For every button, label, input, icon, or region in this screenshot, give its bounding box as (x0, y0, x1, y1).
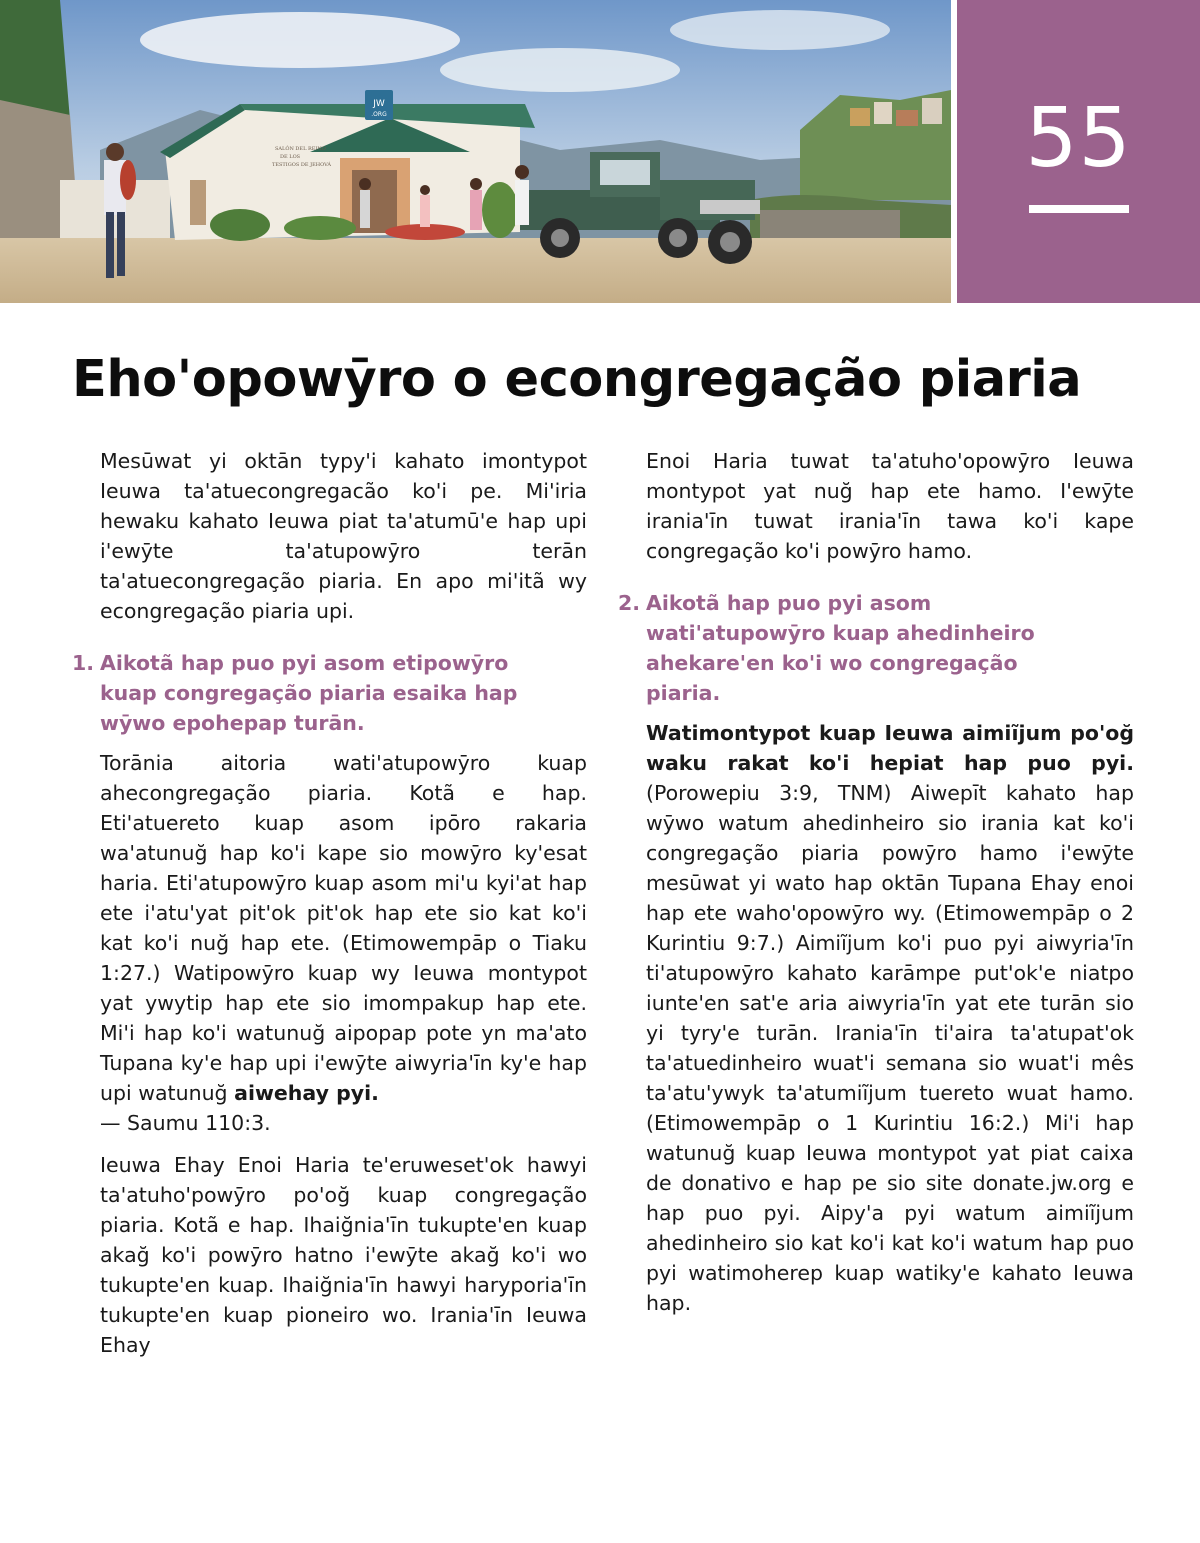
svg-text:.ORG: .ORG (371, 111, 387, 118)
section-2-text: (Porowepiu 3:9, TNM) Aiwepīt kahato hap wȳwo watum ahedinheiro sio irania kat ko'i congregação piaria powȳro hamo i'ewȳte mesūwat yi wato hap oktān Tupana Ehay enoi hap ete waho'opowȳro wy. (Etimowempāp o 2 Kurintiu 9:7.) Aimiĩjum ko'i puo pyi aiwyria'īn ti'atupowȳro kahato karāmpe put'ok'e niatpo iunte'en sat'e aria aiwyria'īn yat ete turān sio yi tyry'e turān. Irania'īn ti'aira ta'atupat'ok ta'atuedinheiro wuat'i semana sio wuat'i mês ta'atu'ywyk ta'atumiĩjum tuereto wuat hamo. (Etimowempāp o 1 Kurintiu 16:2.) Mi'i hap watunuğ kuap Ieuwa montypot yat piat caixa de donativo e hap pe sio site donate.jw.org e hap puo pyi. Aipy'a pyi watum aimiĩjum ahedinheiro sio kat ko'i kat ko'i watum hap puo pyi watimoherep kuap watiky'e kahato Ieuwa hap. (646, 781, 1134, 1315)
svg-text:DE LOS: DE LOS (280, 154, 301, 160)
kingdom-hall-illustration (0, 0, 951, 303)
svg-text:SALÓN DEL REINO: SALÓN DEL REINO (275, 146, 326, 152)
left-column (72, 446, 587, 1376)
hero-image (0, 0, 951, 303)
section-2-question-text: Aikotã hap puo pyi asom wati'atupowȳro kuap ahedinheiro ahekare'en ko'i wo congregação piaria. (646, 591, 1035, 705)
scripture-reference: — Saumu 110:3. (100, 1111, 271, 1135)
section-1-question (72, 648, 587, 738)
section-1-number: 1. (72, 651, 95, 675)
hall-sign-text: JW (373, 99, 385, 109)
section-2-lead: Watimontypot kuap Ieuwa aimiĩjum po'oğ waku rakat ko'i hepiat hap puo pyi. (646, 721, 1134, 775)
intro-paragraph: Mesūwat yi oktān typy'i kahato imontypot Ieuwa ta'atuecongregacão ko'i pe. Mi'iria hewaku kahato Ieuwa piat ta'atumū'e hap upi i'ewȳte ta'atupowȳro terān ta'atuecongregação piaria. En apo mi'itã wy econgregação piaria upi. (100, 449, 587, 623)
section-1-paragraph-2-continued: Enoi Haria tuwat ta'atuho'opowȳro Ieuwa montypot yat nuğ hap ete hamo. I'ewȳte irania'īn tuwat irania'īn tawa ko'i kape congregação ko'i powȳro hamo. (646, 449, 1134, 563)
section-1-paragraph-1-bold: aiwehay pyi. (234, 1081, 379, 1105)
section-1-paragraph-1 (100, 748, 587, 1138)
section-2-question (618, 588, 1134, 708)
section-2-number: 2. (618, 591, 641, 615)
section-1-paragraph-2: Ieuwa Ehay Enoi Haria te'eruweset'ok hawyi ta'atuho'powȳro po'oğ kuap congregação piaria. Kotã e hap. Ihaiğnia'īn tukupte'en kuap akağ ko'i powȳro hatno i'ewȳte akağ ko'i wo tukupte'en kuap. Ihaiğnia'īn hawyi haryporia'īn tukupte'en kuap pioneiro wo. Irania'īn Ieuwa Ehay (100, 1153, 587, 1357)
right-column (618, 446, 1134, 1334)
section-2-paragraph (646, 718, 1134, 1318)
section-1-paragraph-1-text: Torānia aitoria wati'atupowȳro kuap ahecongregação piaria. Kotã e hap. Eti'atuereto kuap asom ipōro rakaria wa'atunuğ hap ko'i kape sio mowȳro ky'esat haria. Eti'atupowȳro kuap asom mi'u kyi'at hap ete i'atu'yat pit'ok pit'ok hap ete sio kat ko'i kat ko'i nuğ hap ete. (Etimowempāp o Tiaku 1:27.) Watipowȳro kuap wy Ieuwa montypot yat ywytip hap ete sio imompakup hap ete. Mi'i hap ko'i watunuğ aipopap pote yn ma'ato Tupana ky'e hap upi i'ewȳte aiwyria'īn ky'e hap upi watunuğ (100, 751, 587, 1105)
chapter-underline (1029, 205, 1129, 213)
chapter-number: 55 (1025, 91, 1132, 186)
svg-text:TESTIGOS DE JEHOVÁ: TESTIGOS DE JEHOVÁ (272, 162, 331, 168)
page-title: Eho'opowȳro o econgregação piaria (72, 350, 1082, 409)
section-1-question-text: Aikotã hap puo pyi asom etipowȳro kuap congregação piaria esaika hap wȳwo epohepap turān. (100, 651, 518, 735)
chapter-badge (957, 0, 1200, 303)
